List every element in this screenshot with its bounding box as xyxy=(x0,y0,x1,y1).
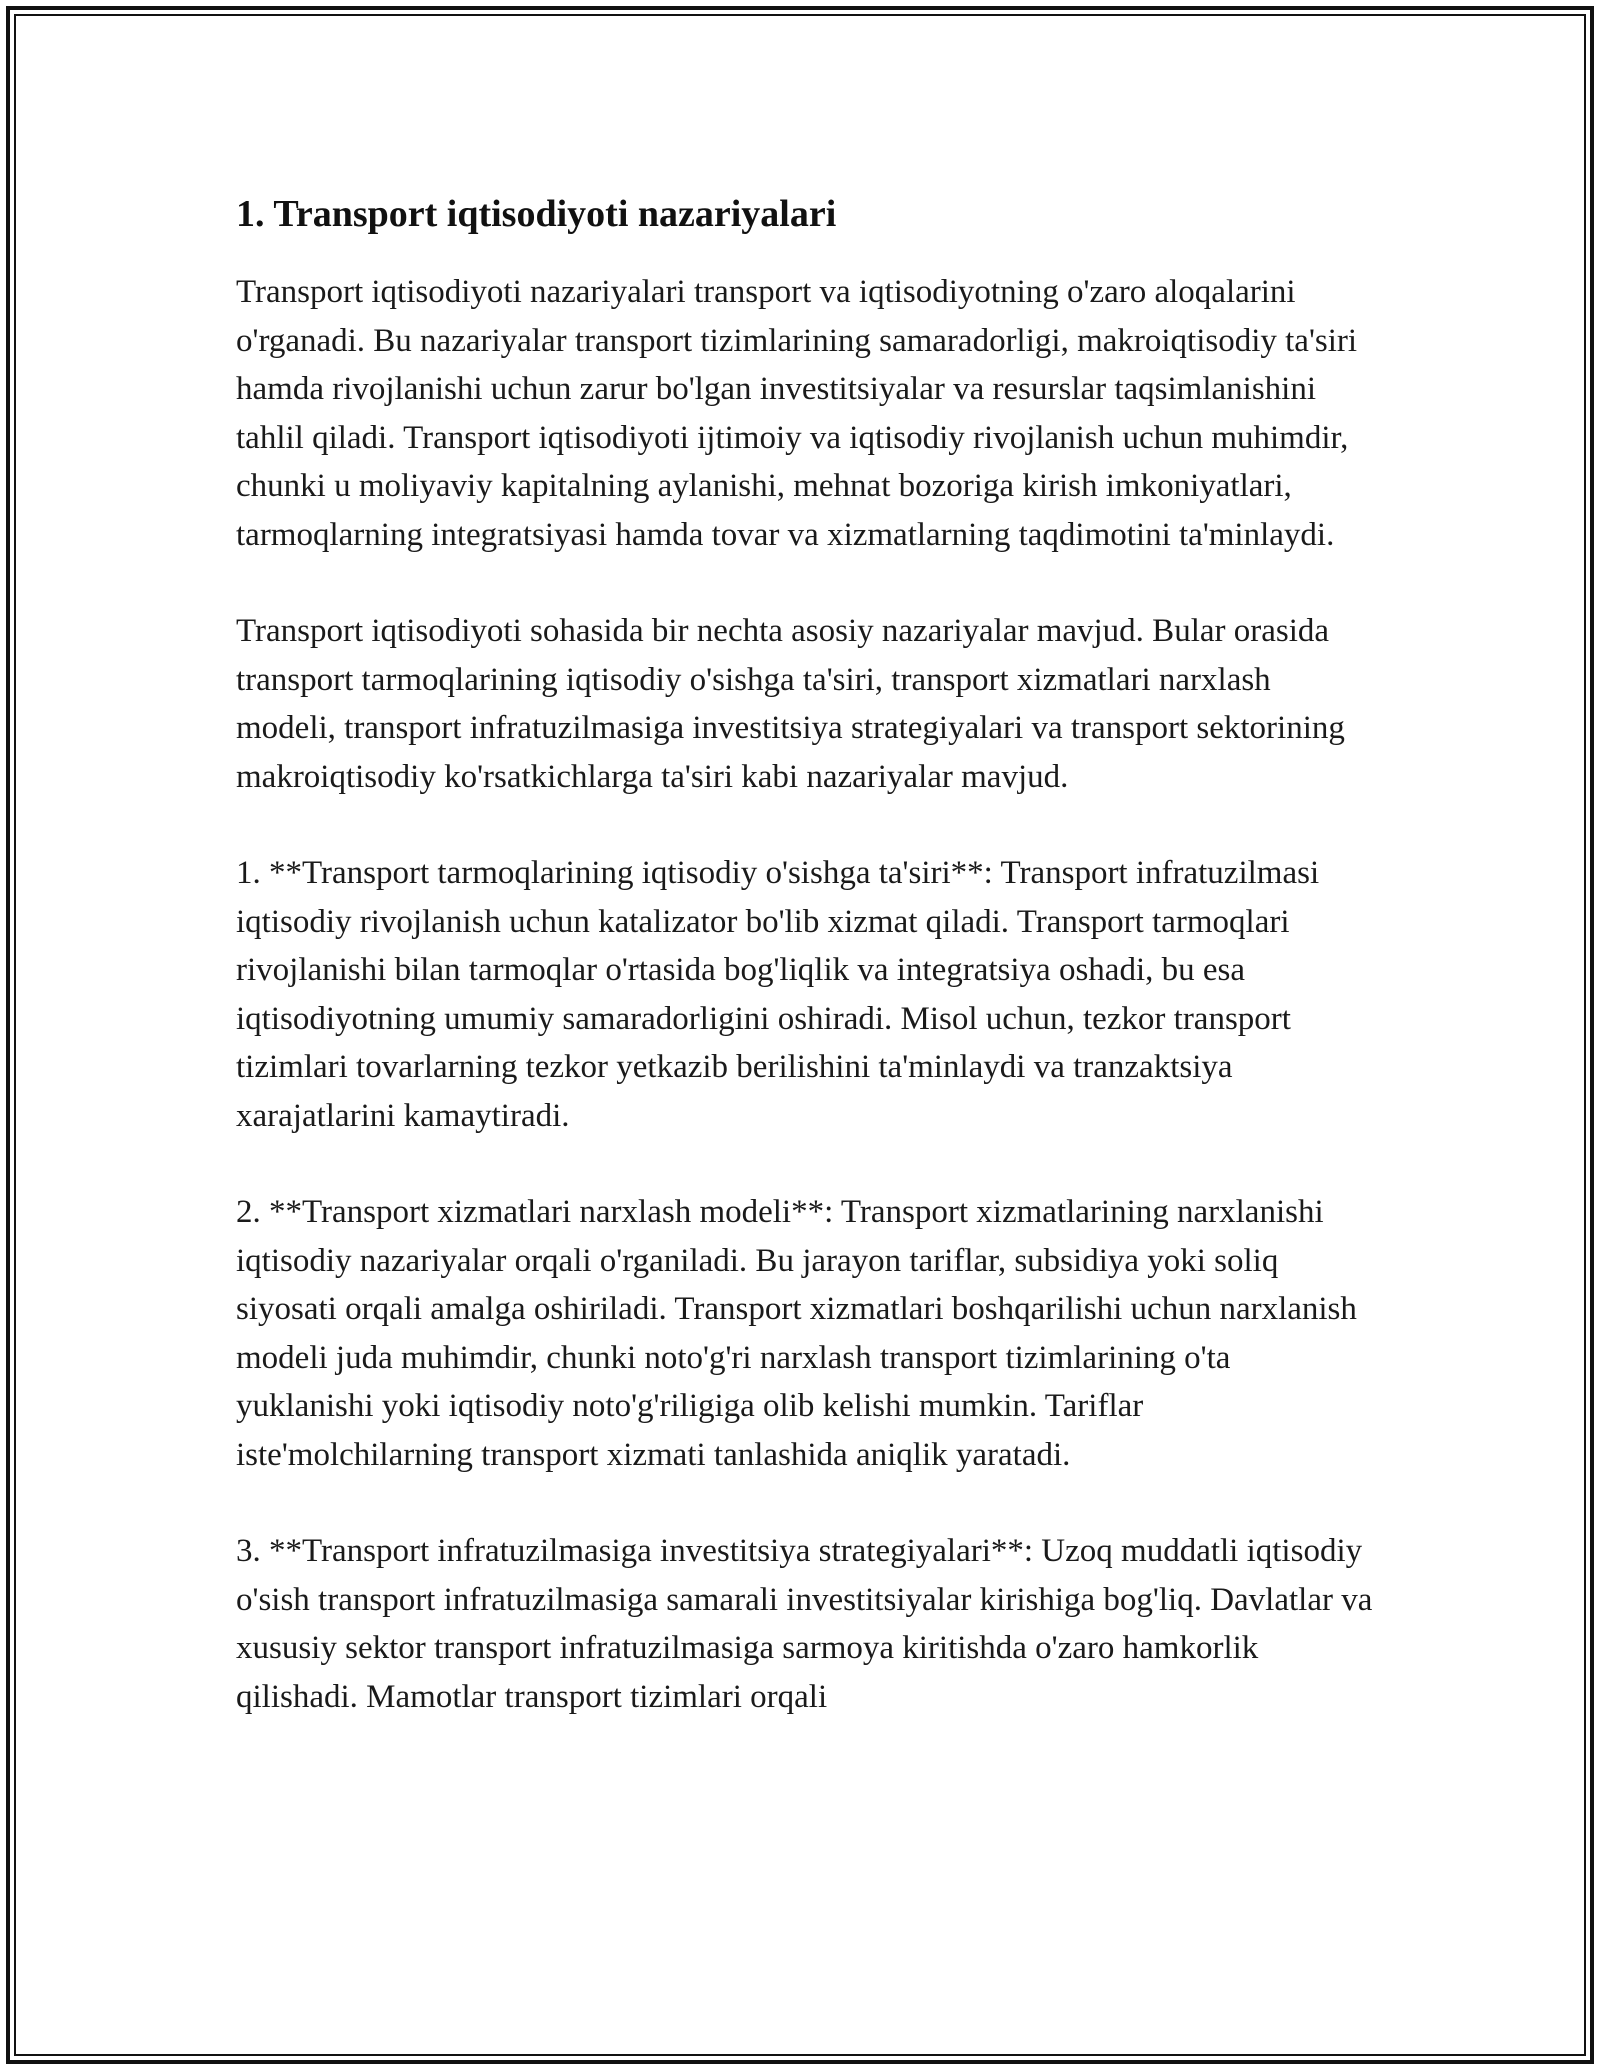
document-page xyxy=(236,186,1376,1769)
paragraph-intro: Transport iqtisodiyoti nazariyalari transport va iqtisodiyotning o'zaro aloqalarini o'rganadi. Bu nazariyalar transport tizimlarining samaradorligi, makroiqtisodiy ta'siri hamda rivojlanishi uchun zarur bo'lgan investitsiyalar va resurslar taqsimlanishini tahlil qiladi. Transport iqtisodiyoti ijtimoiy va iqtisodiy rivojlanish uchun muhimdir, chunki u moliyaviy kapitalning aylanishi, mehnat bozoriga kirish imkoniyatlari, tarmoqlarning integratsiyasi hamda tovar va xizmatlarning taqdimotini ta'minlaydi. xyxy=(236,274,1358,553)
paragraph-item-3: 3. **Transport infratuzilmasiga investitsiya strategiyalari**: Uzoq muddatli iqtisodiy o'sish transport infratuzilmasiga samarali investitsiyalar kirishiga bog'liq. Davlatlar va xususiy sektor transport infratuzilmasiga sarmoya kiritishda o'zaro hamkorlik qilishadi. Mamotlar transport tizimlari orqali xyxy=(236,1533,1373,1715)
paragraph-theories-overview: Transport iqtisodiyoti sohasida bir nechta asosiy nazariyalar mavjud. Bular orasida transport tarmoqlarining iqtisodiy o'sishga ta'siri, transport xizmatlari narxlash modeli, transport infratuzilmasiga investitsiya strategiyalari va transport sektorining makroiqtisodiy ko'rsatkichlarga ta'siri kabi nazariyalar mavjud. xyxy=(236,613,1345,795)
section-heading: 1. Transport iqtisodiyoti nazariyalari xyxy=(236,193,837,235)
paragraph-item-1: 1. **Transport tarmoqlarining iqtisodiy o'sishga ta'siri**: Transport infratuzilmasi iqtisodiy rivojlanish uchun katalizator bo'lib xizmat qiladi. Transport tarmoqlari rivojlanishi bilan tarmoqlar o'rtasida bog'liqlik va integratsiya oshadi, bu esa iqtisodiyotning umumiy samaradorligini oshiradi. Misol uchun, tezkor transport tizimlari tovarlarning tezkor yetkazib berilishini ta'minlaydi va tranzaktsiya xarajatlarini kamaytiradi. xyxy=(236,855,1320,1134)
paragraph-item-2: 2. **Transport xizmatlari narxlash modeli**: Transport xizmatlarining narxlanishi iqtisodiy nazariyalar orqali o'rganiladi. Bu jarayon tariflar, subsidiya yoki soliq siyosati orqali amalga oshiriladi. Transport xizmatlari boshqarilishi uchun narxlanish modeli juda muhimdir, chunki noto'g'ri narxlash transport tizimlarining o'ta yuklanishi yoki iqtisodiy noto'g'riligiga olib kelishi mumkin. Tariflar iste'molchilarning transport xizmati tanlashida aniqlik yaratadi. xyxy=(236,1194,1357,1473)
